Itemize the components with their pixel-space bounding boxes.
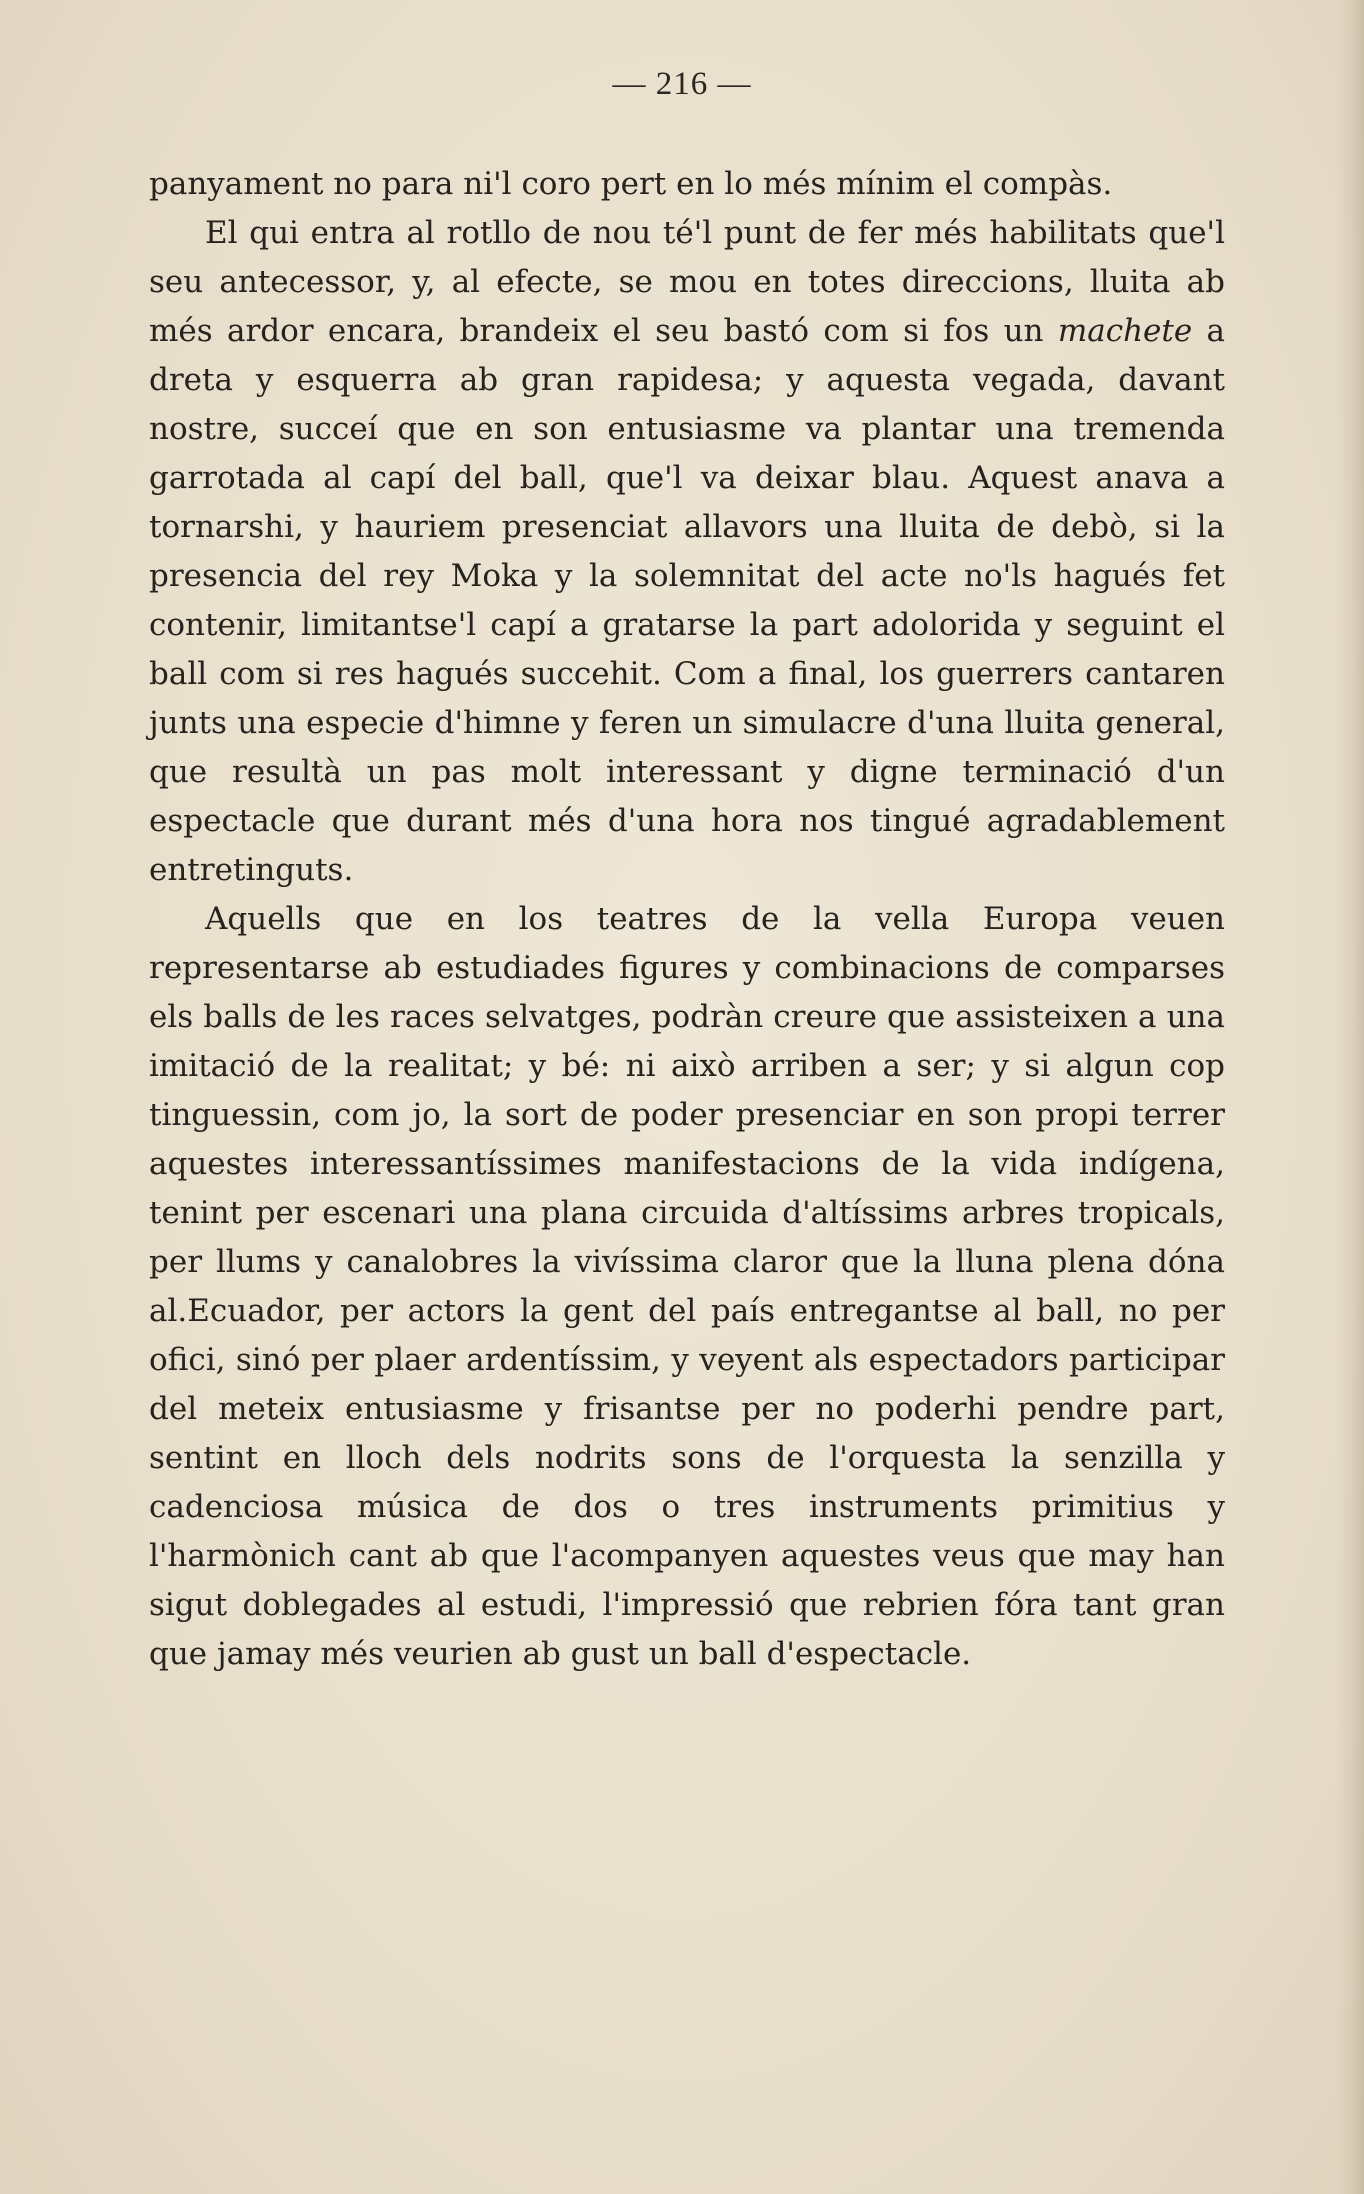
paragraph-rotllo (149, 209, 1225, 895)
page-edge-shadow (1336, 0, 1364, 2194)
paragraph-text-after-italic: a dreta y esquerra ab gran rapidesa; y aquesta vegada, davant nostre, succeí que en son entusiasme va plantar una tremenda garrotada al capí del ball, que'l va deixar blau. Aquest anava a tornarshi, y hauriem presenciat allavors una lluita de debò, si la presencia del rey Moka y la solemnitat del acte no'ls hagués fet contenir, limitantse'l capí a gratarse la part adolorida y seguint el ball com si res hagués succehit. Com a final, los guerrers cantaren junts una especie d'himne y feren un simulacre d'una lluita general, que resultà un pas molt interessant y digne terminació d'un espectacle que durant més d'una hora nos tingué agradablement entretinguts. (149, 313, 1225, 888)
paragraph-teatres: Aquells que en los teatres de la vella Europa veuen representarse ab estudiades figures y combinacions de comparses els balls de les races selvatges, podràn creure que assisteixen a una imitació de la realitat; y bé: ni això arriben a ser; y si algun cop tinguessin, com jo, la sort de poder presenciar en son propi terrer aquestes interessantíssimes manifestacions de la vida indígena, tenint per escenari una plana circuida d'altíssims arbres tropicals, per llums y canalobres la vivíssima claror que la lluna plena dóna al.Ecuador, per actors la gent del país entregantse al ball, no per ofici, sinó per plaer ardentíssim, y veyent als espectadors participar del meteix entusiasme y frisantse per no poderhi pendre part, sentint en lloch dels nodrits sons de l'orquesta la senzilla y cadenciosa música de dos o tres instruments primitius y l'harmònich cant ab que l'acompanyen aquestes veus que may han sigut doblegades al estudi, l'impressió que rebrien fóra tant gran que jamay més veurien ab gust un ball d'espectacle. (149, 901, 1225, 1672)
paragraph-continued: panyament no para ni'l coro pert en lo més mínim el compàs. (149, 166, 1113, 202)
paragraph-text-before-italic: El qui entra al rotllo de nou té'l punt de fer més habilitats que'l seu antecessor, y, al efecte, se mou en totes direccions, lluita ab més ardor encara, brandeix el seu bastó com si fos un (149, 215, 1225, 349)
body-text (149, 160, 1225, 1679)
italic-word-machete: machete (1057, 313, 1193, 349)
page-number: — 216 — (612, 66, 752, 102)
